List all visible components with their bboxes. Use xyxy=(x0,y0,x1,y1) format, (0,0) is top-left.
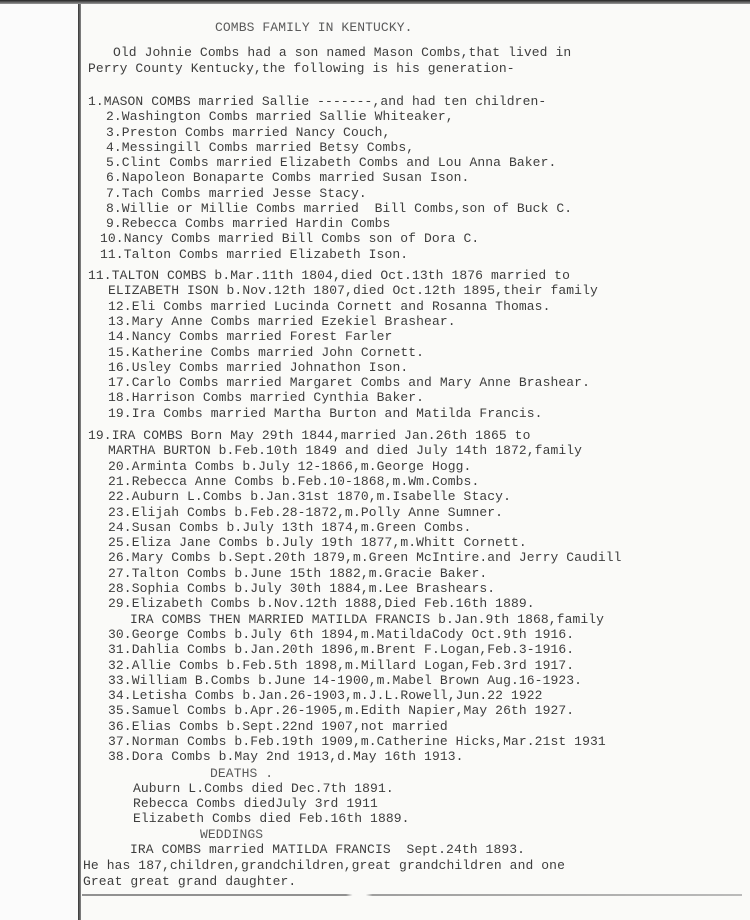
family-entry: 21.Rebecca Anne Combs b.Feb.10-1868,m.Wm.Combs. xyxy=(108,473,480,489)
family-entry: 25.Eliza Jane Combs b.July 19th 1877,m.Whitt Cornett. xyxy=(108,535,527,551)
weddings-heading: WEDDINGS xyxy=(200,827,264,842)
family-entry: 36.Elias Combs b.Sept.22nd 1907,not married xyxy=(108,718,448,734)
generation-entry: 4.Messingill Combs married Betsy Combs, xyxy=(106,140,415,155)
deaths-heading: DEATHS . xyxy=(210,766,274,781)
generation-entry: 6.Napoleon Bonaparte Combs married Susan Ison. xyxy=(106,170,470,185)
family-entry: 30.George Combs b.July 6th 1894,m.MatildaCody Oct.9th 1916. xyxy=(108,626,575,642)
family-entry: 26.Mary Combs b.Sept.20th 1879,m.Green McIntire.and Jerry Caudill xyxy=(108,550,622,566)
family-entry: 27.Talton Combs b.June 15th 1882,m.Gracie Baker. xyxy=(108,565,488,581)
death-entry: Auburn L.Combs died Dec.7th 1891. xyxy=(133,781,394,796)
intro-line: Old Johnie Combs had a son named Mason Combs,that lived in xyxy=(113,45,572,60)
family-entry: 24.Susan Combs b.July 13th 1874,m.Green Combs. xyxy=(108,519,472,535)
generation-entry: 3.Preston Combs married Nancy Couch, xyxy=(106,125,391,140)
wedding-entry: IRA COMBS married MATILDA FRANCIS Sept.24th 1893. xyxy=(130,842,526,857)
family-entry: 18.Harrison Combs married Cynthia Baker. xyxy=(108,390,425,406)
family-entry: 12.Eli Combs married Lucinda Cornett and Rosanna Thomas. xyxy=(108,298,551,314)
family-entry: 20.Arminta Combs b.July 12-1866,m.George Hogg. xyxy=(108,458,472,474)
family-entry: 37.Norman Combs b.Feb.19th 1909,m.Catherine Hicks,Mar.21st 1931 xyxy=(108,734,606,749)
closing-line: Great great grand daughter. xyxy=(83,874,297,889)
family-entry: 17.Carlo Combs married Margaret Combs and Mary Anne Brashear. xyxy=(108,375,590,391)
generation-entry: 8.Willie or Millie Combs married Bill Combs,son of Buck C. xyxy=(106,201,573,216)
family-entry: 31.Dahlia Combs b.Jan.20th 1896,m.Brent F.Logan,Feb.3-1916. xyxy=(108,642,575,658)
family-entry: 29.Elizabeth Combs b.Nov.12th 1888,Died Feb.16th 1889. xyxy=(108,596,535,612)
document-title: COMBS FAMILY IN KENTUCKY. xyxy=(215,20,413,35)
family-entry: 19.IRA COMBS Born May 29th 1844,married Jan.26th 1865 to xyxy=(88,428,531,443)
death-entry: Rebecca Combs diedJuly 3rd 1911 xyxy=(133,796,378,811)
death-entry: Elizabeth Combs died Feb.16th 1889. xyxy=(133,811,410,826)
left-margin xyxy=(0,0,78,920)
generation-entry: 1.MASON COMBS married Sallie -------,and had ten children- xyxy=(88,94,547,109)
family-entry: 11.TALTON COMBS b.Mar.11th 1804,died Oct.13th 1876 married to xyxy=(88,268,570,283)
family-entry: MARTHA BURTON b.Feb.10th 1849 and died July 14th 1872,family xyxy=(108,443,583,459)
bottom-rule xyxy=(82,894,742,896)
family-entry: 19.Ira Combs married Martha Burton and Matilda Francis. xyxy=(108,405,543,421)
family-entry: 28.Sophia Combs b.July 30th 1884,m.Lee Brashears. xyxy=(108,581,496,596)
generation-entry: 2.Washington Combs married Sallie Whiteaker, xyxy=(106,109,454,124)
family-entry: ELIZABETH ISON b.Nov.12th 1807,died Oct.12th 1895,their family xyxy=(108,283,598,299)
family-entry: 23.Elijah Combs b.Feb.28-1872,m.Polly Anne Sumner. xyxy=(108,504,504,520)
family-entry: 16.Usley Combs married Johnathon Ison. xyxy=(108,359,409,375)
family-entry: 34.Letisha Combs b.Jan.26-1903,m.J.L.Rowell,Jun.22 1922 xyxy=(108,688,543,704)
family-entry: 35.Samuel Combs b.Apr.26-1905,m.Edith Napier,May 26th 1927. xyxy=(108,703,575,719)
generation-entry: 9.Rebecca Combs married Hardin Combs xyxy=(106,216,391,231)
family-entry: IRA COMBS THEN MARRIED MATILDA FRANCIS b.Jan.9th 1868,family xyxy=(130,611,605,627)
generation-entry: 10.Nancy Combs married Bill Combs son of Dora C. xyxy=(100,231,480,246)
intro-line: Perry County Kentucky,the following is his generation- xyxy=(88,61,515,76)
generation-entry: 5.Clint Combs married Elizabeth Combs and Lou Anna Baker. xyxy=(106,155,557,170)
family-entry: 15.Katherine Combs married John Cornett. xyxy=(108,344,425,360)
family-entry: 22.Auburn L.Combs b.Jan.31st 1870,m.Isabelle Stacy. xyxy=(108,489,511,505)
generation-entry: 7.Tach Combs married Jesse Stacy. xyxy=(106,186,367,201)
generation-entry: 11.Talton Combs married Elizabeth Ison. xyxy=(100,247,409,262)
family-entry: 32.Allie Combs b.Feb.5th 1898,m.Millard Logan,Feb.3rd 1917. xyxy=(108,657,575,673)
family-entry: 13.Mary Anne Combs married Ezekiel Brashear. xyxy=(108,313,456,329)
family-entry: 33.William B.Combs b.June 14-1900,m.Mabel Brown Aug.16-1923. xyxy=(108,672,583,688)
family-entry: 14.Nancy Combs married Forest Farler xyxy=(108,329,393,345)
family-entry: 38.Dora Combs b.May 2nd 1913,d.May 16th 1913. xyxy=(108,749,464,765)
closing-line: He has 187,children,grandchildren,great grandchildren and one xyxy=(83,858,565,873)
